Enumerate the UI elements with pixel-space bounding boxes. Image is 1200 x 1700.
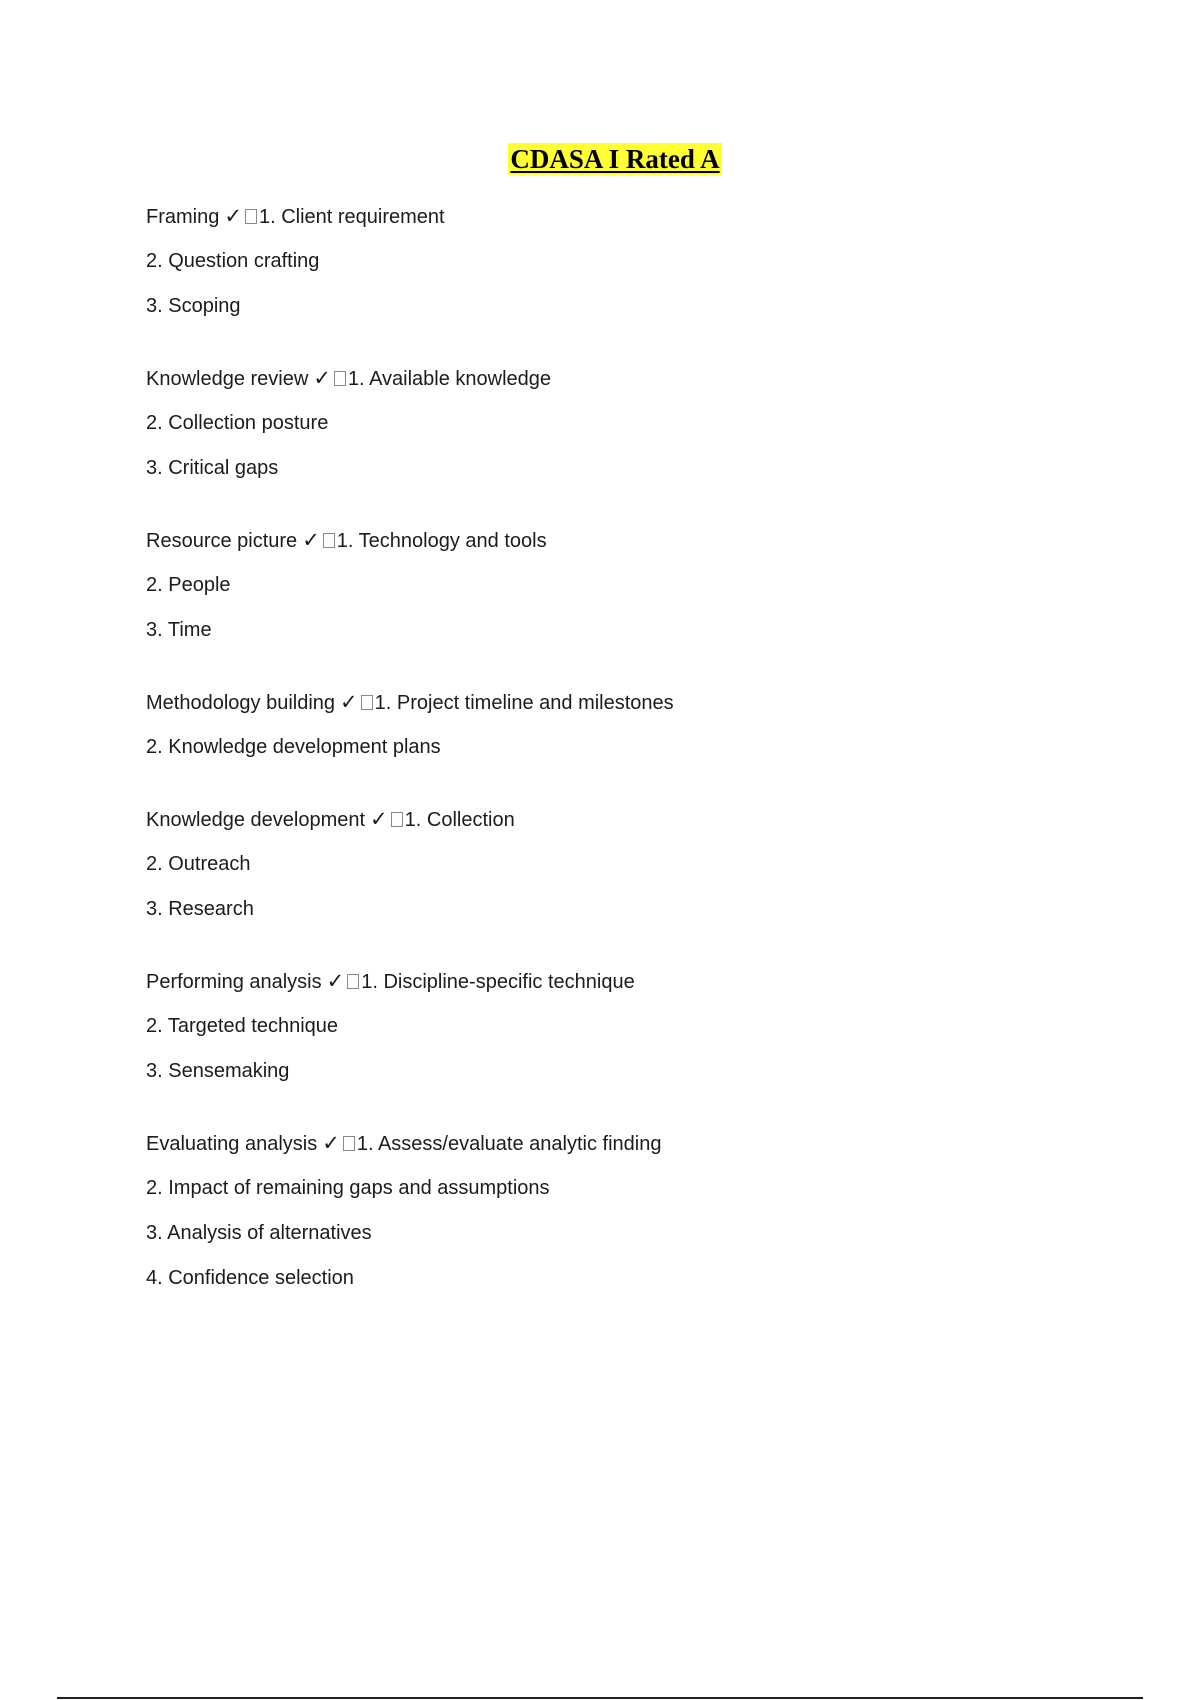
section-heading-line [146,808,1146,830]
section-heading: Knowledge review [146,368,309,390]
list-item: 3. Scoping [146,295,241,317]
list-item: 2. Collection posture [146,412,329,434]
list-item: 3. Analysis of alternatives [146,1222,372,1244]
checkmark-icon: ✓ [302,528,320,552]
list-item: 3. Research [146,898,254,920]
section-heading: Framing [146,206,220,228]
list-item: 1. Project timeline and milestones [374,692,674,714]
section-resource-picture [146,529,1146,641]
list-item: 2. Targeted technique [146,1015,339,1037]
list-item: 3. Sensemaking [146,1060,290,1082]
section-framing [146,205,1146,317]
section-knowledge-review [146,367,1146,479]
section-performing-analysis [146,970,1146,1082]
section-heading-line [146,367,1146,389]
empty-box-icon [343,1136,355,1151]
list-item: 1. Technology and tools [336,530,547,552]
list-item: 1. Assess/evaluate analytic finding [356,1133,662,1155]
empty-box-icon [391,812,403,827]
list-item: 1. Client requirement [258,206,445,228]
list-item: 2. People [146,574,231,596]
empty-box-icon [347,974,359,989]
empty-box-icon [323,533,335,548]
empty-box-icon [361,695,373,710]
section-heading-line [146,691,1146,713]
list-item: 3. Critical gaps [146,457,279,479]
section-heading-line [146,970,1146,992]
checkmark-icon: ✓ [313,366,331,390]
section-evaluating-analysis [146,1132,1146,1289]
section-heading: Methodology building [146,692,336,714]
list-item: 3. Time [146,619,212,641]
footer-divider [57,1697,1143,1699]
checkmark-icon: ✓ [340,690,358,714]
section-knowledge-development [146,808,1146,920]
checkmark-icon: ✓ [322,1131,340,1155]
section-heading: Performing analysis [146,971,322,993]
section-heading: Resource picture [146,530,298,552]
checkmark-icon: ✓ [370,807,388,831]
section-heading-line [146,529,1146,551]
list-item: 2. Knowledge development plans [146,736,441,758]
list-item: 1. Discipline-specific technique [361,971,635,993]
checkmark-icon: ✓ [326,969,345,993]
section-methodology-building [146,691,1146,758]
list-item: 4. Confidence selection [146,1267,354,1289]
list-item: 2. Impact of remaining gaps and assumptions [146,1177,550,1199]
empty-box-icon [245,209,257,224]
section-heading: Knowledge development [146,809,366,831]
section-heading-line [146,1132,1146,1154]
document-body [146,205,1146,1339]
list-item: 1. Collection [404,809,515,831]
list-item: 2. Question crafting [146,250,320,272]
document-title: CDASA I Rated A [510,144,720,174]
empty-box-icon [334,371,346,386]
title-wrap [0,143,1200,175]
section-heading: Evaluating analysis [146,1133,318,1155]
list-item: 1. Available knowledge [347,368,552,390]
checkmark-icon: ✓ [224,204,242,228]
list-item: 2. Outreach [146,853,251,875]
section-heading-line [146,205,1146,227]
